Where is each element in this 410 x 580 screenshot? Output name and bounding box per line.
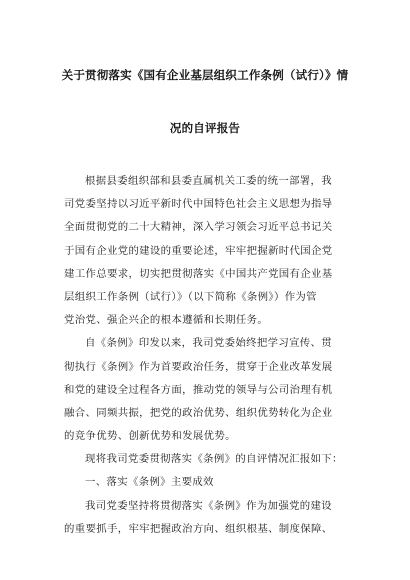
paragraph-line: 根据县委组织部和县委直属机关工委的统一部署，我 [85, 175, 333, 187]
paragraph-line: 的竞争优势、创新优势和发展优势。 [64, 430, 236, 443]
paragraph-line: 彻执行《条例》作为首要政治任务，贯穿于企业改革发展 [64, 360, 333, 373]
paragraph-line: 于国有企业党的建设的重要论述，牢牢把握新时代国企党 [64, 244, 333, 257]
paragraph-line: 和党的建设全过程各方面，推动党的领导与公司治理有机 [64, 383, 333, 396]
paragraph-line: 司党委坚持以习近平新时代中国特色社会主义思想为指导 [64, 198, 333, 211]
paragraph-line: 建工作总要求，切实把贯彻落实《中国共产党国有企业基 [64, 267, 333, 280]
document-title-line-2: 况的自评报告 [169, 121, 241, 135]
document-title-line-1: 关于贯彻落实《国有企业基层组织工作条例（试行）》情 [61, 68, 349, 82]
paragraph-line: 我司党委坚持将贯彻落实《条例》作为加强党的建设 [85, 499, 333, 512]
paragraph-line: 层组织工作条例（试行）》（以下简称《条例》）作为管 [64, 290, 317, 303]
document-body [64, 170, 350, 541]
paragraph-line: 融合、同频共振，把党的政治优势、组织优势转化为企业 [64, 406, 333, 419]
paragraph-line: 的重要抓手，牢牢把握政治方向、组织根基、制度保障、 [64, 522, 333, 535]
paragraph-line: 全面贯彻党的二十大精神，深入学习领会习近平总书记关 [64, 221, 333, 234]
paragraph-line: 自《条例》印发以来，我司党委始终把学习宣传、贯 [85, 337, 333, 350]
paragraph-line: 党治党、强企兴企的根本遵循和长期任务。 [64, 314, 269, 327]
paragraph-line: 现将我司党委贯彻落实《条例》的自评情况汇报如下： [85, 453, 343, 466]
section-heading: 一、落实《条例》主要成效 [85, 476, 214, 489]
